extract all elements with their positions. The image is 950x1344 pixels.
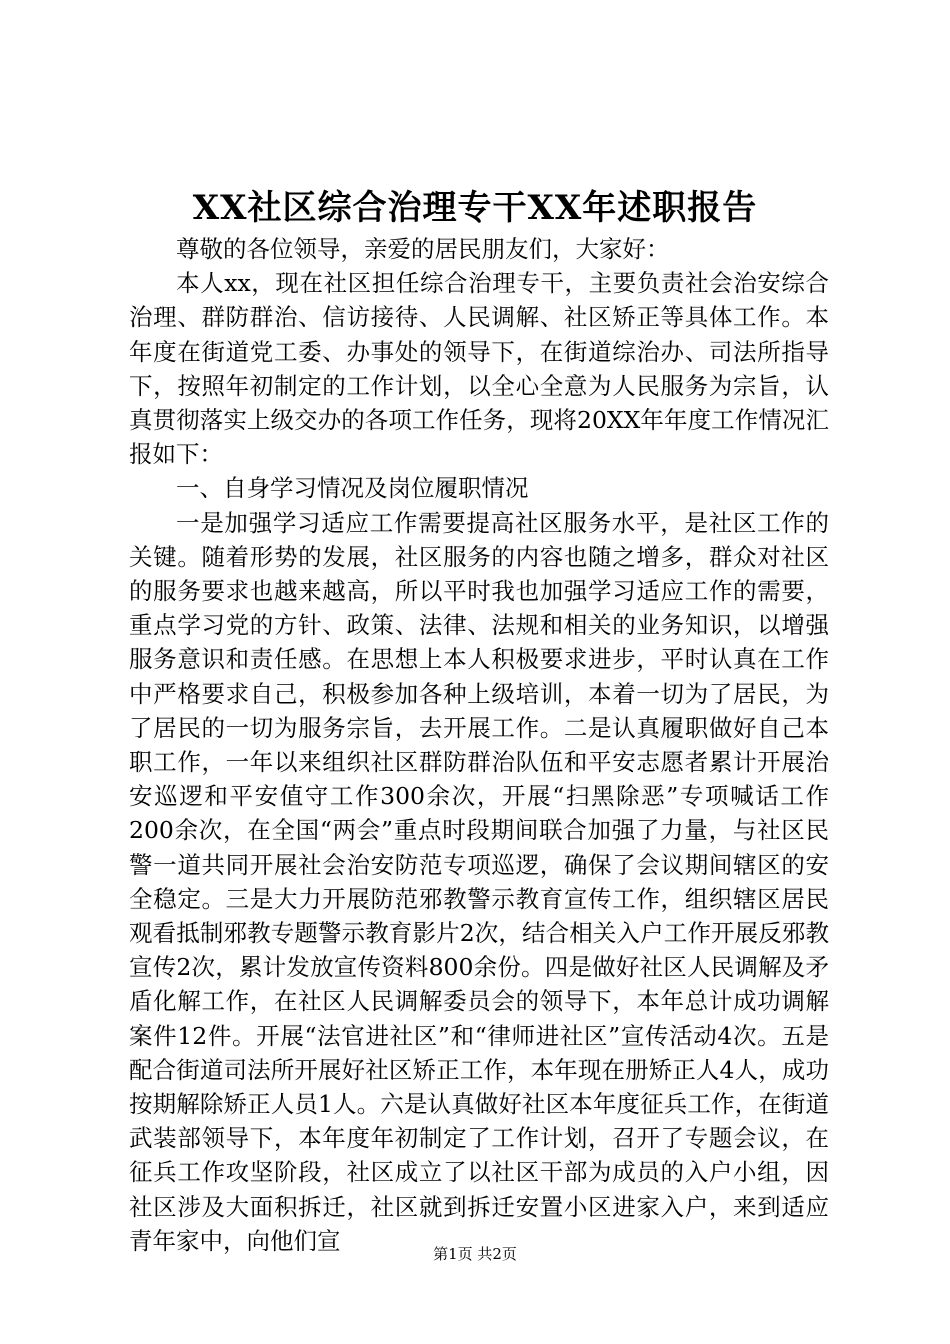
page-footer: 第1页 共2页 bbox=[433, 1245, 517, 1263]
work-details-paragraph: 一是加强学习适应工作需要提高社区服务水平，是社区工作的关键。随着形势的发展，社区服务的内容也随之增多，群众对社区的服务要求也越来越高，所以平时我也加强学习适应工作的需要，重点学习党的方针、政策、法律、法规和相关的业务知识，以增强服务意识和责任感。在思想上本人积极要求进步，平时认真在工作中严格要求自己，积极参加各种上级培训，本着一切为了居民，为了居民的一切为服务宗旨，去开展工作。二是认真履职做好自己本职工作，一年以来组织社区群防群治队伍和平安志愿者累计开展治安巡逻和平安值守工作300余次，开展“扫黑除恶”专项喊话工作200余次，在全国“两会”重点时段期间联合加强了力量，与社区民警一道共同开展社会治安防范专项巡逻，确保了会议期间辖区的安全稳定。三是大力开展防范邪教警示教育宣传工作，组织辖区居民观看抵制邪教专题警示教育影片2次，结合相关入户工作开展反邪教宣传2次，累计发放宣传资料800余份。四是做好社区人民调解及矛盾化解工作，在社区人民调解委员会的领导下，本年总计成功调解案件12件。开展“法官进社区”和“律师进社区”宣传活动4次。五是配合街道司法所开展好社区矫正工作，本年现在册矫正人4人，成功按期解除矫正人员1人。六是认真做好社区本年度征兵工作，在街道武装部领导下，本年度年初制定了工作计划，召开了专题会议，在征兵工作攻坚阶段，社区成立了以社区干部为成员的入户小组，因社区涉及大面积拆迁，社区就到拆迁安置小区进家入户，来到适应青年家中，向他们宣 bbox=[129, 508, 829, 1255]
document-title: XX社区综合治理专干XX年述职报告 bbox=[192, 188, 758, 228]
intro-paragraph: 本人xx，现在社区担任综合治理专干，主要负责社会治安综合治理、群防群治、信访接待、人民调解、社区矫正等具体工作。本年度在街道党工委、办事处的领导下，在街道综治办、司法所指导下，按照年初制定的工作计划，以全心全意为人民服务为宗旨，认真贯彻落实上级交办的各项工作任务，现将20XX年年度工作情况汇报如下： bbox=[129, 269, 829, 469]
section-heading: 一、自身学习情况及岗位履职情况 bbox=[176, 474, 529, 503]
document-body bbox=[129, 232, 829, 1258]
greeting-paragraph: 尊敬的各位领导，亲爱的居民朋友们，大家好： bbox=[176, 235, 670, 263]
